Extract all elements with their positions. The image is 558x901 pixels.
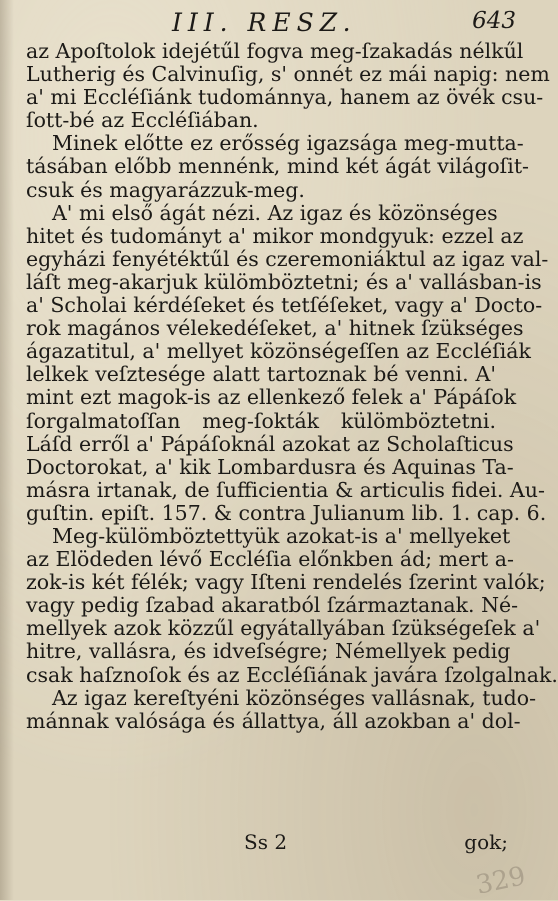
- text-line: Doctorokat, a' kik Lombardusra és Aquinas Ta-: [26, 454, 514, 479]
- text-line: az Apoſtolok idejétűl fogva meg-ſzakadás nélkűl: [26, 39, 524, 63]
- text-line: lelkek veſztesége alatt tartoznak bé venni. A': [26, 362, 496, 387]
- text-line: csak haſznoſok és az Eccléſiának javára ſzolgalnak.: [26, 662, 558, 687]
- catchword: gok;: [464, 830, 508, 854]
- text-line: a' Scholai kérdéſeket és tetſéſeket, vagy a' Docto-: [26, 293, 543, 318]
- text-line: csuk és magyarázzuk-meg.: [26, 177, 305, 202]
- text-line: guſtin. epiſt. 157. & contra Julianum lib. 1. cap. 6.: [26, 500, 547, 525]
- text-line: hitre, vallásra, és idveſségre; Némellyek pedig: [26, 639, 511, 664]
- binding-shadow: [0, 0, 14, 900]
- text-line: Minek előtte ez erősség igazsága meg-mutta-: [52, 131, 524, 156]
- text-line: másra irtanak, de ſufficientia & articulis fidei. Au-: [26, 477, 545, 502]
- text-line: az Elödeden lévő Eccléſia előnkben ád; mert a-: [26, 547, 514, 572]
- text-line: hitet és tudományt a' mikor mondgyuk: ezzel az: [26, 223, 524, 248]
- signature-mark: Ss 2: [244, 830, 288, 854]
- text-line: vagy pedig ſzabad akaratból ſzármaztanak. Né-: [26, 593, 519, 618]
- text-line: ſott-bé az Eccléſiában.: [26, 108, 259, 133]
- text-line: ágazatitul, a' mellyet közönségeſſen az Eccléſiák: [26, 339, 531, 364]
- page-number: 643: [472, 8, 516, 34]
- page-footer: [0, 830, 530, 860]
- text-line: tásában előbb mennénk, mind két ágát világoſit-: [26, 154, 529, 179]
- text-line: mint ezt magok-is az ellenkező felek a' Pápáſok: [26, 385, 517, 410]
- text-line: A' mi első ágát nézi. Az igaz és közönséges: [52, 200, 498, 225]
- text-line: láſt meg-akarjuk külömböztetni; és a' vallásban-is: [26, 269, 542, 294]
- text-line: Az igaz kereſtyéni közönséges vallásnak, tudo-: [52, 685, 537, 710]
- text-line: Láſd erről a' Pápáſoknál azokat az Scholaſticus: [26, 431, 514, 456]
- text-line: rok magános vélekedéſeket, a' hitnek ſzükséges: [26, 316, 524, 341]
- text-line: Lutherig és Calvinuſig, s' onnét ez mái napig: nem: [26, 62, 550, 87]
- text-line: egyházi fenyétéktűl és czeremoniáktul az igaz val-: [26, 246, 549, 271]
- text-line: zok-is két félék; vagy Iſteni rendelés ſzerint valók;: [26, 570, 546, 595]
- text-line: mellyek azok közzűl egyátallyában ſzükségeſek a': [26, 616, 541, 641]
- running-head-title: III. RESZ.: [172, 8, 357, 37]
- text-line: a' mi Eccléſiánk tudománnya, hanem az övék csu-: [26, 85, 544, 110]
- library-stamp: 329: [473, 861, 529, 901]
- body-text: [26, 39, 558, 733]
- text-line: Meg-külömböztettyük azokat-is a' mellyeket: [52, 523, 511, 548]
- text-line: mánnak valósága és állattya, áll azokban a' dol-: [26, 708, 521, 733]
- running-head: [0, 4, 530, 38]
- text-line: ſorgalmatoſſan meg-ſokták külömböztetni.: [26, 408, 496, 433]
